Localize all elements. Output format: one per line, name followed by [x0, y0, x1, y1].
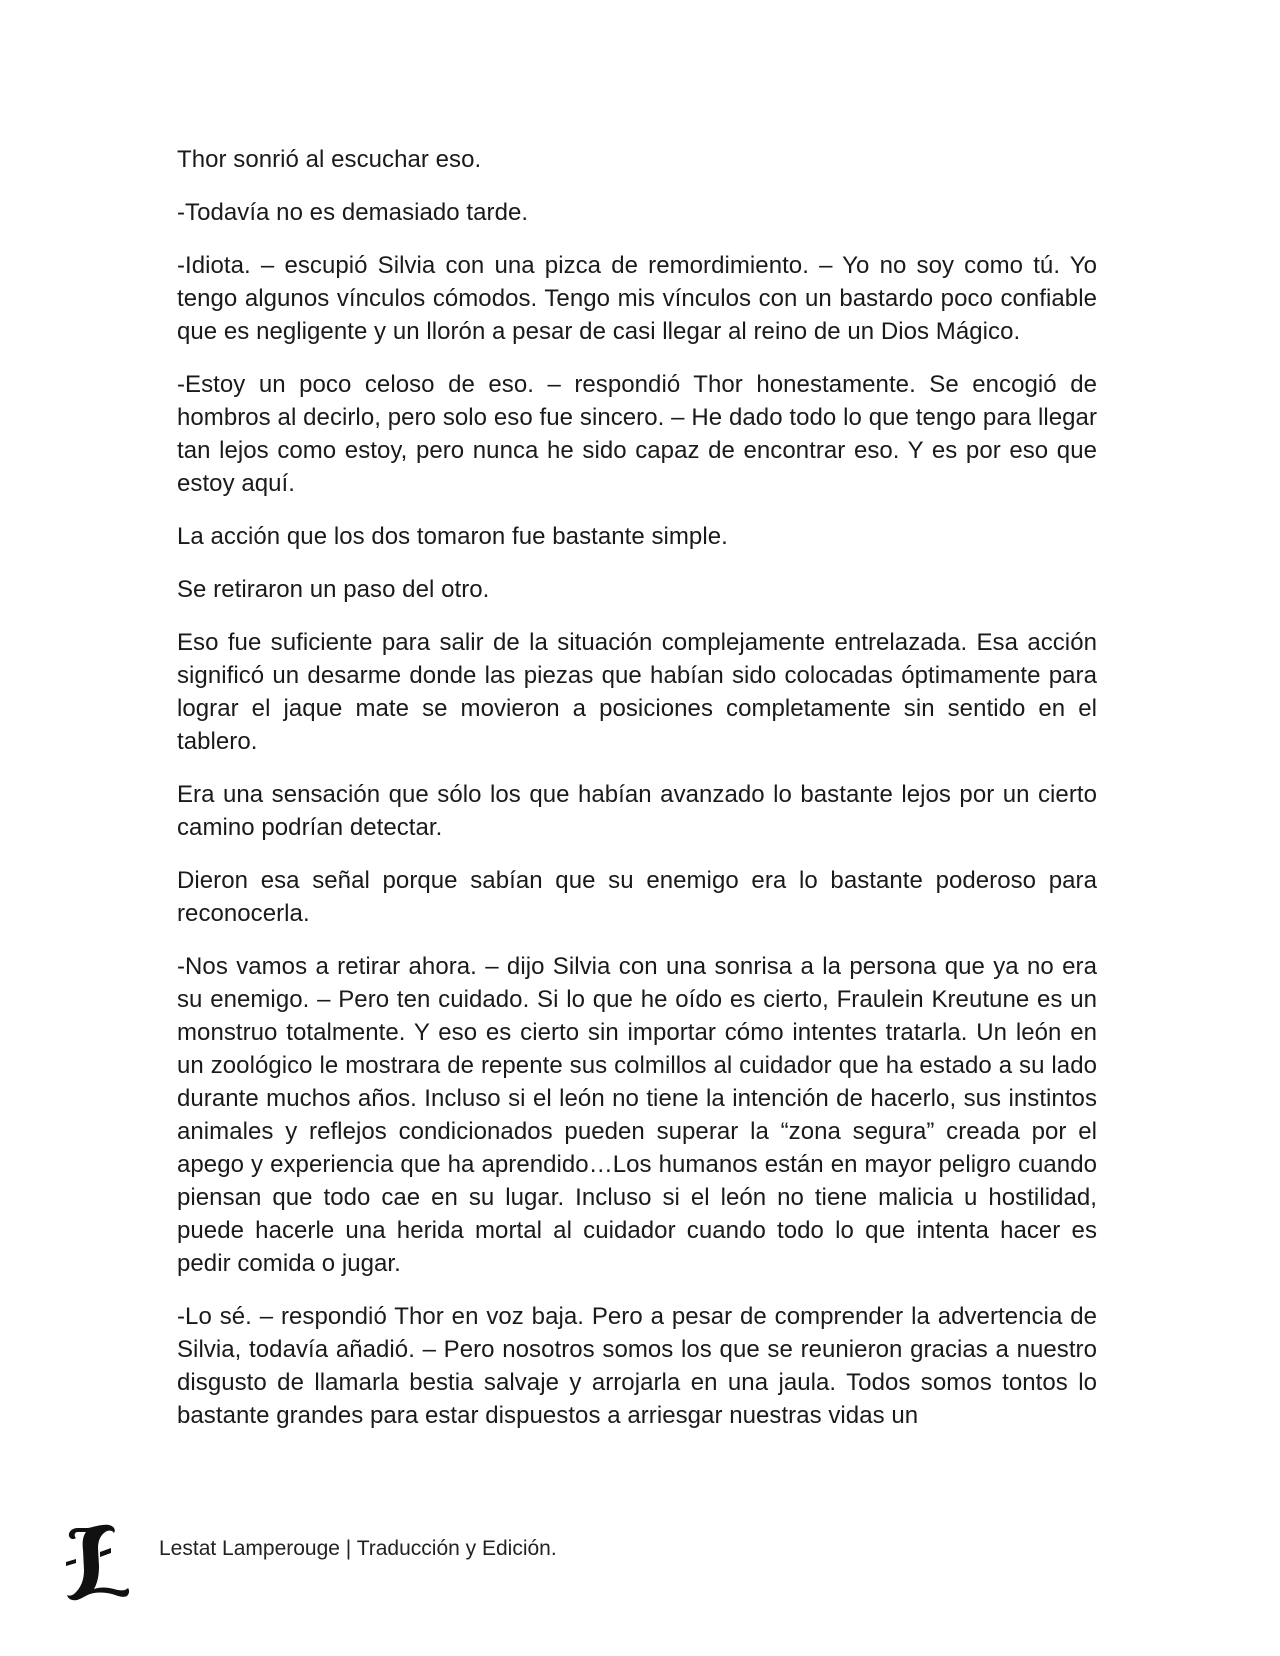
paragraph: Eso fue suficiente para salir de la situación complejamente entrelazada. Esa acción significó un desarme donde las piezas que habían sido colocadas óptimamente para lograr el jaque mate se movieron a posiciones completamente sin sentido en el tablero.	[177, 629, 1097, 755]
paragraph: Thor sonrió al escuchar eso.	[177, 146, 482, 173]
paragraph: -Lo sé. – respondió Thor en voz baja. Pero a pesar de comprender la advertencia de Silvia, todavía añadió. – Pero nosotros somos los que se reunieron gracias a nuestro disgusto de llamarla bestia salvaje y arrojarla en una jaula. Todos somos tontos lo bastante grandes para estar dispuestos a arriesgar nuestras vidas un	[177, 1303, 1097, 1429]
gothic-l-logo-icon	[64, 1522, 130, 1602]
footer-credit: Lestat Lamperouge | Traducción y Edición.	[159, 1537, 557, 1560]
paragraph: La acción que los dos tomaron fue bastante simple.	[177, 523, 728, 550]
page-footer	[64, 1522, 964, 1602]
paragraph: -Todavía no es demasiado tarde.	[177, 199, 529, 226]
paragraph: -Estoy un poco celoso de eso. – respondió Thor honestamente. Se encogió de hombros al decirlo, pero solo eso fue sincero. – He dado todo lo que tengo para llegar tan lejos como estoy, pero nunca he sido capaz de encontrar eso. Y es por eso que estoy aquí.	[177, 371, 1097, 497]
paragraph: Dieron esa señal porque sabían que su enemigo era lo bastante poderoso para reconocerla.	[177, 867, 1097, 927]
paragraph: -Idiota. – escupió Silvia con una pizca de remordimiento. – Yo no soy como tú. Yo tengo algunos vínculos cómodos. Tengo mis vínculos con un bastardo poco confiable que es negligente y un llorón a pesar de casi llegar al reino de un Dios Mágico.	[177, 252, 1097, 345]
paragraph: Se retiraron un paso del otro.	[177, 576, 490, 603]
paragraph: Era una sensación que sólo los que habían avanzado lo bastante lejos por un cierto camino podrían detectar.	[177, 781, 1097, 841]
paragraph: -Nos vamos a retirar ahora. – dijo Silvia con una sonrisa a la persona que ya no era su enemigo. – Pero ten cuidado. Si lo que he oído es cierto, Fraulein Kreutune es un monstruo totalmente. Y eso es cierto sin importar cómo intentes tratarla. Un león en un zoológico le mostrara de repente sus colmillos al cuidador que ha estado a su lado durante muchos años. Incluso si el león no tiene la intención de hacerlo, sus instintos animales y reflejos condicionados pueden superar la “zona segura” creada por el apego y experiencia que ha aprendido…Los humanos están en mayor peligro cuando piensan que todo cae en su lugar. Incluso si el león no tiene malicia u hostilidad, puede hacerle una herida mortal al cuidador cuando todo lo que intenta hacer es pedir comida o jugar.	[177, 953, 1097, 1277]
body-text	[177, 143, 1097, 1452]
